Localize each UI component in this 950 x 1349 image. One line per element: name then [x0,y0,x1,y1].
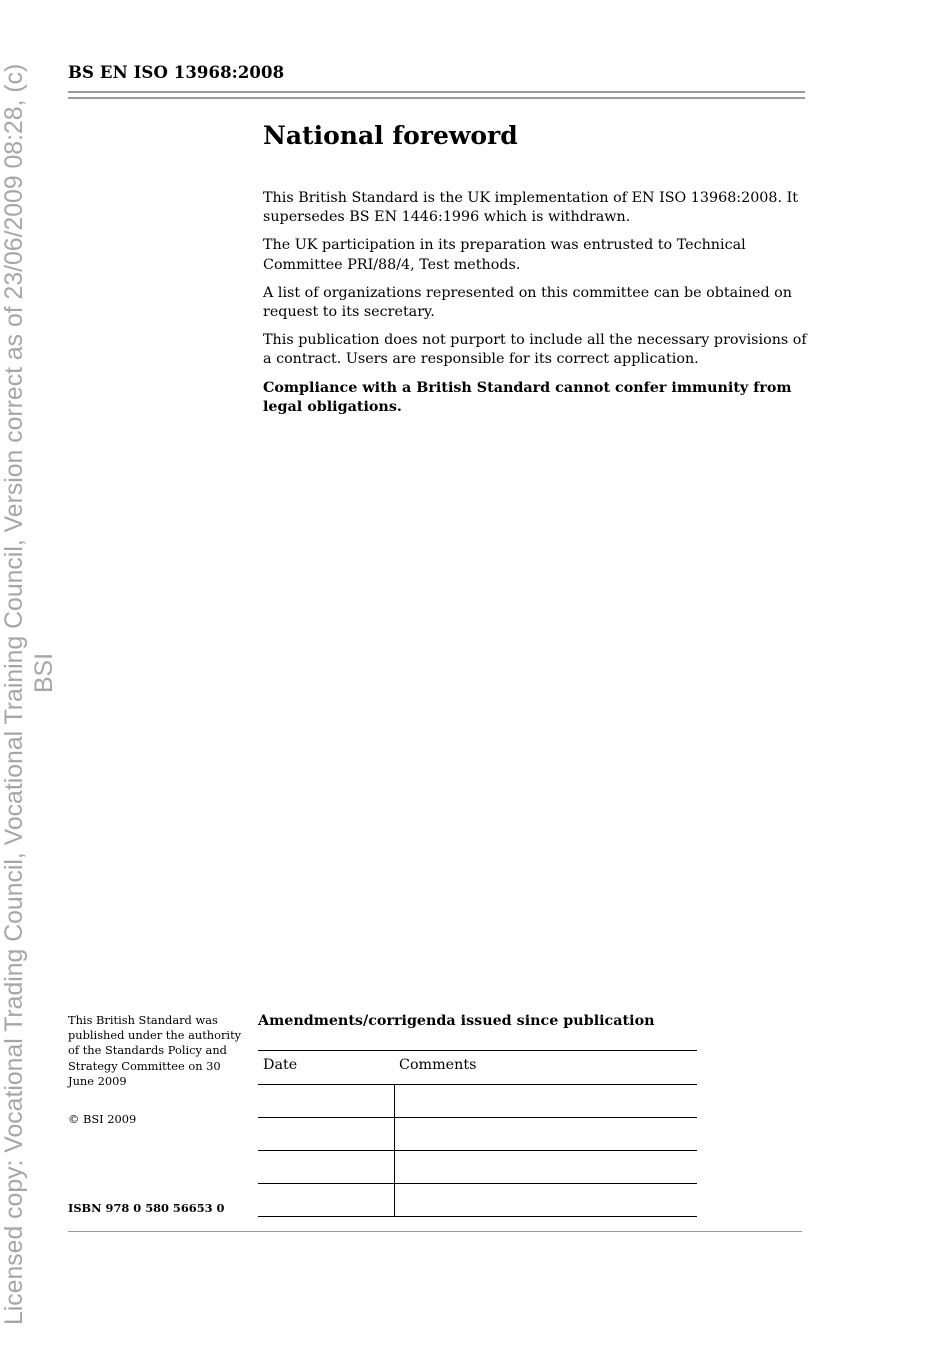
comments-cell [394,1118,697,1151]
foreword-paragraph: The UK participation in its preparation was entrusted to Technical Committee PRI/88/4, Test methods. [263,237,746,273]
comments-cell [394,1184,697,1217]
foreword-paragraph: A list of organizations represented on this committee can be obtained on request to its secretary. [263,284,792,321]
table-row [258,1184,697,1217]
license-watermark [0,0,60,1345]
date-cell [258,1184,394,1217]
column-header-date: Date [258,1051,394,1085]
table-row [258,1151,697,1184]
publication-info: This British Standard was published under the authority of the Standards Policy and Strategy Committee on 30 June 2009 [68,1013,242,1088]
amendments-table [258,1050,697,1217]
table-row [258,1085,697,1118]
header-rule-lower [68,97,805,99]
amendments-title: Amendments/corrigenda issued since publication [258,1013,655,1029]
comments-cell [394,1085,697,1118]
watermark-line-1: Licensed copy: Vocational Trading Council, Vocational Training Council, Version correct as of 23/06/2009 08:28, (c) [1,63,28,1325]
table-row [258,1118,697,1151]
date-cell [258,1151,394,1184]
foreword-paragraph: This publication does not purport to include all the necessary provisions of a contract. Users are responsible for its correct application. [263,332,807,368]
isbn: ISBN 978 0 580 56653 0 [68,1201,225,1215]
compliance-note: Compliance with a British Standard cannot confer immunity from legal obligations. [263,379,792,415]
column-header-comments: Comments [394,1051,697,1085]
standard-number: BS EN ISO 13968:2008 [68,63,285,82]
foreword-paragraph: This British Standard is the UK implementation of EN ISO 13968:2008. It supersedes BS EN 1446:1996 which is withdrawn. [263,190,798,226]
watermark-line-2: BSI [31,653,58,693]
footer-rule [68,1231,802,1232]
page-title: National foreword [263,121,518,150]
header-rule-upper [68,91,805,93]
foreword-body [263,189,808,426]
copyright-notice: © BSI 2009 [68,1112,137,1126]
date-cell [258,1085,394,1118]
amendments-header-row [258,1051,697,1085]
date-cell [258,1118,394,1151]
comments-cell [394,1151,697,1184]
